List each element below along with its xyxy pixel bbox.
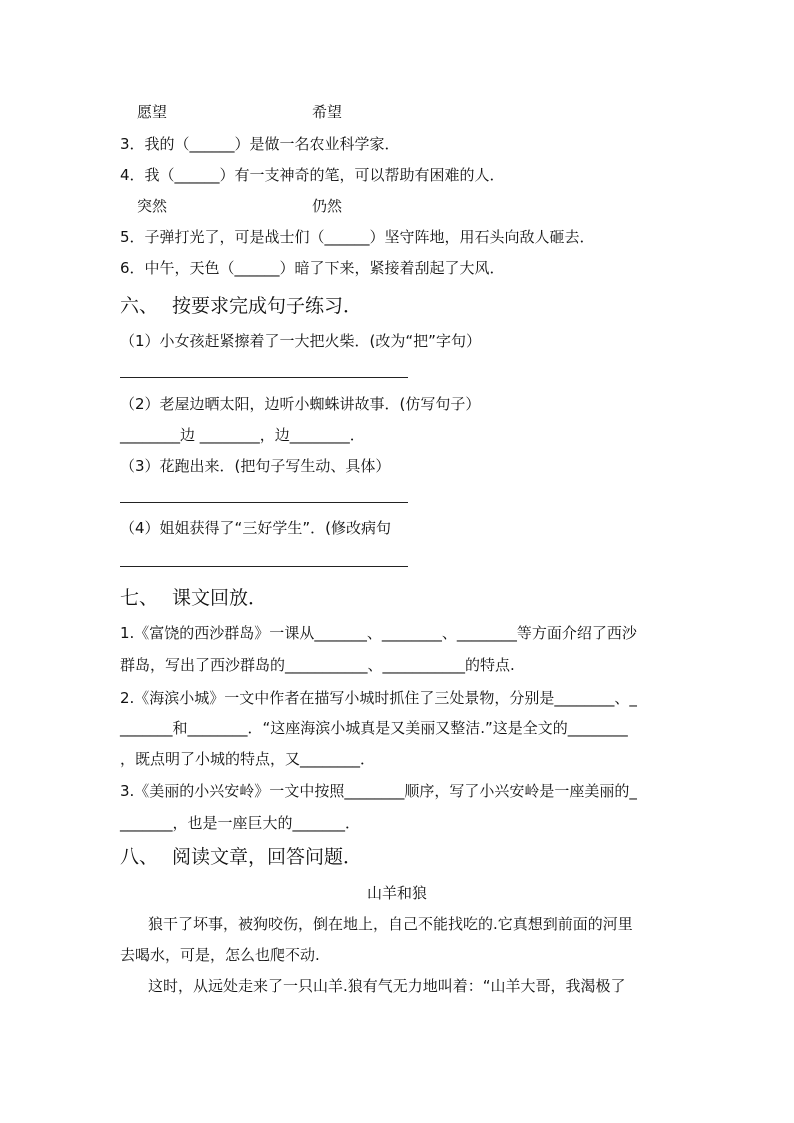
review-2-line-2: _______和________．“这座海滨小城真是又美丽又整洁.”这是全文的________ <box>120 719 628 737</box>
sentence-task-4: （4）姐姐获得了“三好学生”．(修改病句 <box>120 519 391 537</box>
question-3: 3．我的（______）是做一名农业科学家． <box>120 135 400 153</box>
sentence-task-2-fill[interactable]: ________边 ________，边________． <box>120 426 365 444</box>
word-option-xiwang: 希望 <box>312 103 343 121</box>
question-6: 6．中午，天色（______）暗了下来，紧接着刮起了大风． <box>120 259 505 277</box>
section-number: 六、 <box>120 295 159 317</box>
section-7-heading <box>120 586 267 610</box>
section-number: 七、 <box>120 587 159 609</box>
section-title: 课文回放． <box>172 587 268 609</box>
answer-line-4[interactable] <box>120 566 408 567</box>
review-1-line-1: 1.《富饶的西沙群岛》一课从_______、________、________等方面介绍了西沙 <box>120 624 637 642</box>
review-2-line-1: 2.《海滨小城》一文中作者在描写小城时抓住了三处景物，分别是________、_ <box>120 689 637 707</box>
word-option-yuanwang: 愿望 <box>137 103 168 121</box>
review-1-line-2: 群岛，写出了西沙群岛的___________、___________的特点. <box>120 656 515 674</box>
answer-line-1[interactable] <box>120 377 408 378</box>
section-title: 阅读文章，回答问题． <box>172 846 363 868</box>
section-8-heading <box>120 845 362 869</box>
section-number: 八、 <box>120 846 159 868</box>
story-paragraph-1-line-2: 去喝水，可是，怎么也爬不动. <box>120 946 320 964</box>
answer-line-3[interactable] <box>120 502 408 503</box>
story-paragraph-2-line-1: 这时，从远处走来了一只山羊.狼有气无力地叫着：“山羊大哥，我渴极了 <box>148 977 626 995</box>
story-title: 山羊和狼 <box>366 884 427 902</box>
section-title: 按要求完成句子练习． <box>172 295 363 317</box>
question-4: 4．我（______）有一支神奇的笔，可以帮助有困难的人． <box>120 166 505 184</box>
sentence-task-3: （3）花跑出来．(把句子写生动、具体） <box>120 457 391 475</box>
sentence-task-2: （2）老屋边晒太阳，边听小蜘蛛讲故事．(仿写句子） <box>120 395 481 413</box>
sentence-task-1: （1）小女孩赶紧擦着了一大把火柴．(改为“把”字句） <box>120 332 481 350</box>
section-6-heading <box>120 294 362 318</box>
story-paragraph-1-line-1: 狼干了坏事，被狗咬伤，倒在地上，自己不能找吃的.它真想到前面的河里 <box>148 915 633 933</box>
review-3-line-2: _______，也是一座巨大的_______． <box>120 814 361 832</box>
review-2-line-3: ，既点明了小城的特点，又________． <box>120 750 376 768</box>
review-3-line-1: 3.《美丽的小兴安岭》一文中按照________顺序，写了小兴安岭是一座美丽的_ <box>120 782 637 800</box>
question-5: 5．子弹打光了，可是战士们（______）坚守阵地，用石头向敌人砸去． <box>120 228 595 246</box>
word-option-rengran: 仍然 <box>312 197 343 215</box>
word-option-turan: 突然 <box>137 197 168 215</box>
